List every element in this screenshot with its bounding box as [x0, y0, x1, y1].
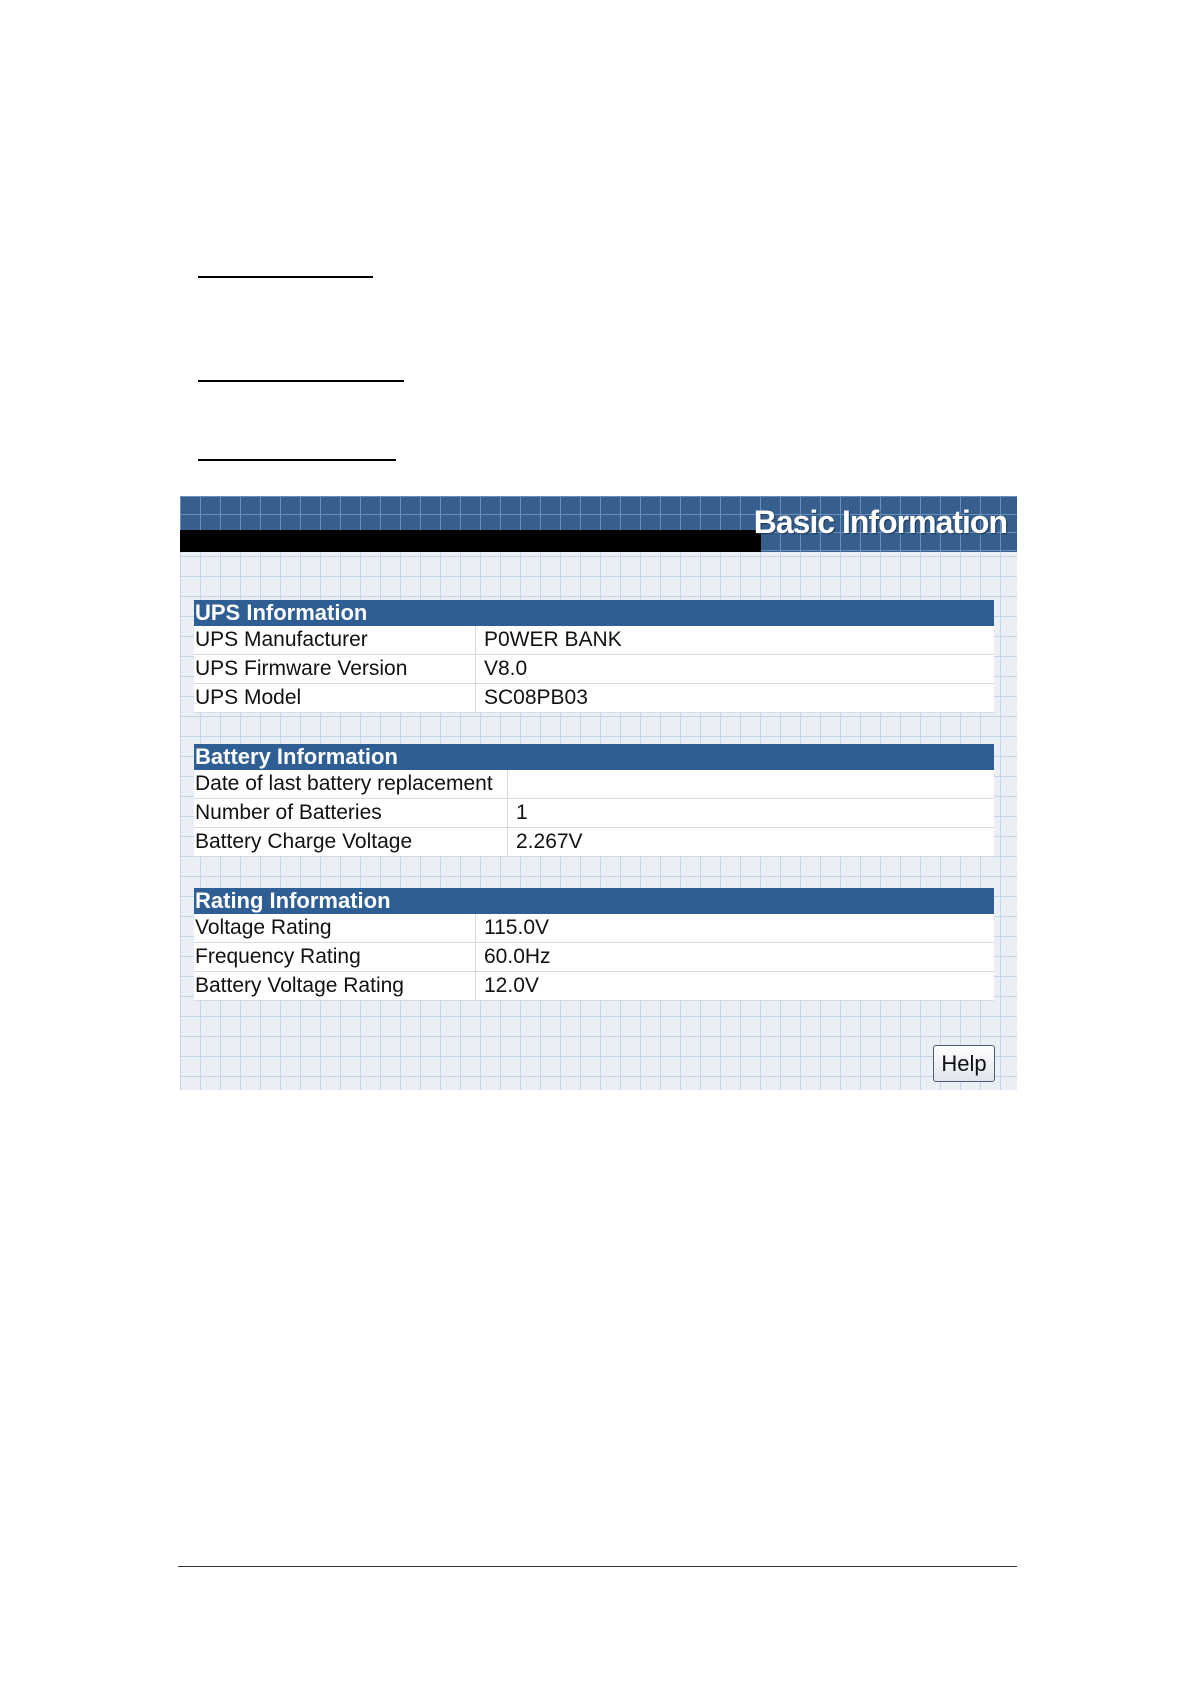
help-button[interactable]: Help: [933, 1045, 995, 1082]
row-value: P0WER BANK: [484, 628, 622, 651]
row-label: UPS Firmware Version: [194, 655, 476, 683]
ups-information-section: [194, 600, 994, 713]
row-label: Battery Charge Voltage: [194, 828, 508, 856]
row-label: Number of Batteries: [194, 799, 508, 827]
basic-information-panel: [180, 496, 1017, 1090]
header-black-bar: [180, 530, 761, 552]
row-value: V8.0: [484, 657, 528, 680]
table-row: [194, 972, 994, 1001]
rating-information-section: [194, 888, 994, 1001]
row-label: Battery Voltage Rating: [194, 972, 476, 1000]
blank-underline-2: [198, 380, 404, 382]
table-row: [194, 655, 994, 684]
table-row: [194, 684, 994, 713]
table-row: [194, 626, 994, 655]
panel-header: [180, 496, 1017, 552]
table-row: [194, 943, 994, 972]
blank-underline-3: [198, 459, 396, 461]
battery-information-section: [194, 744, 994, 857]
section-header-battery: Battery Information: [194, 744, 994, 770]
section-header-rating: Rating Information: [194, 888, 994, 914]
row-label: Voltage Rating: [194, 914, 476, 942]
row-value: 12.0V: [484, 974, 539, 997]
table-row: [194, 770, 994, 799]
section-header-ups: UPS Information: [194, 600, 994, 626]
table-row: [194, 799, 994, 828]
row-label: Frequency Rating: [194, 943, 476, 971]
blank-underline-1: [198, 276, 373, 278]
row-value: SC08PB03: [484, 686, 588, 709]
row-value: 1: [516, 801, 528, 824]
row-label: UPS Manufacturer: [194, 626, 476, 654]
page-title: Basic Information: [753, 504, 1007, 540]
row-label: Date of last battery replacement: [194, 770, 508, 798]
row-label: UPS Model: [194, 684, 476, 712]
footer-divider: [178, 1566, 1017, 1567]
table-row: [194, 914, 994, 943]
row-value: 60.0Hz: [484, 945, 551, 968]
row-value: 2.267V: [516, 830, 583, 853]
row-value: [508, 770, 994, 798]
table-row: [194, 828, 994, 857]
row-value: 115.0V: [484, 916, 549, 939]
